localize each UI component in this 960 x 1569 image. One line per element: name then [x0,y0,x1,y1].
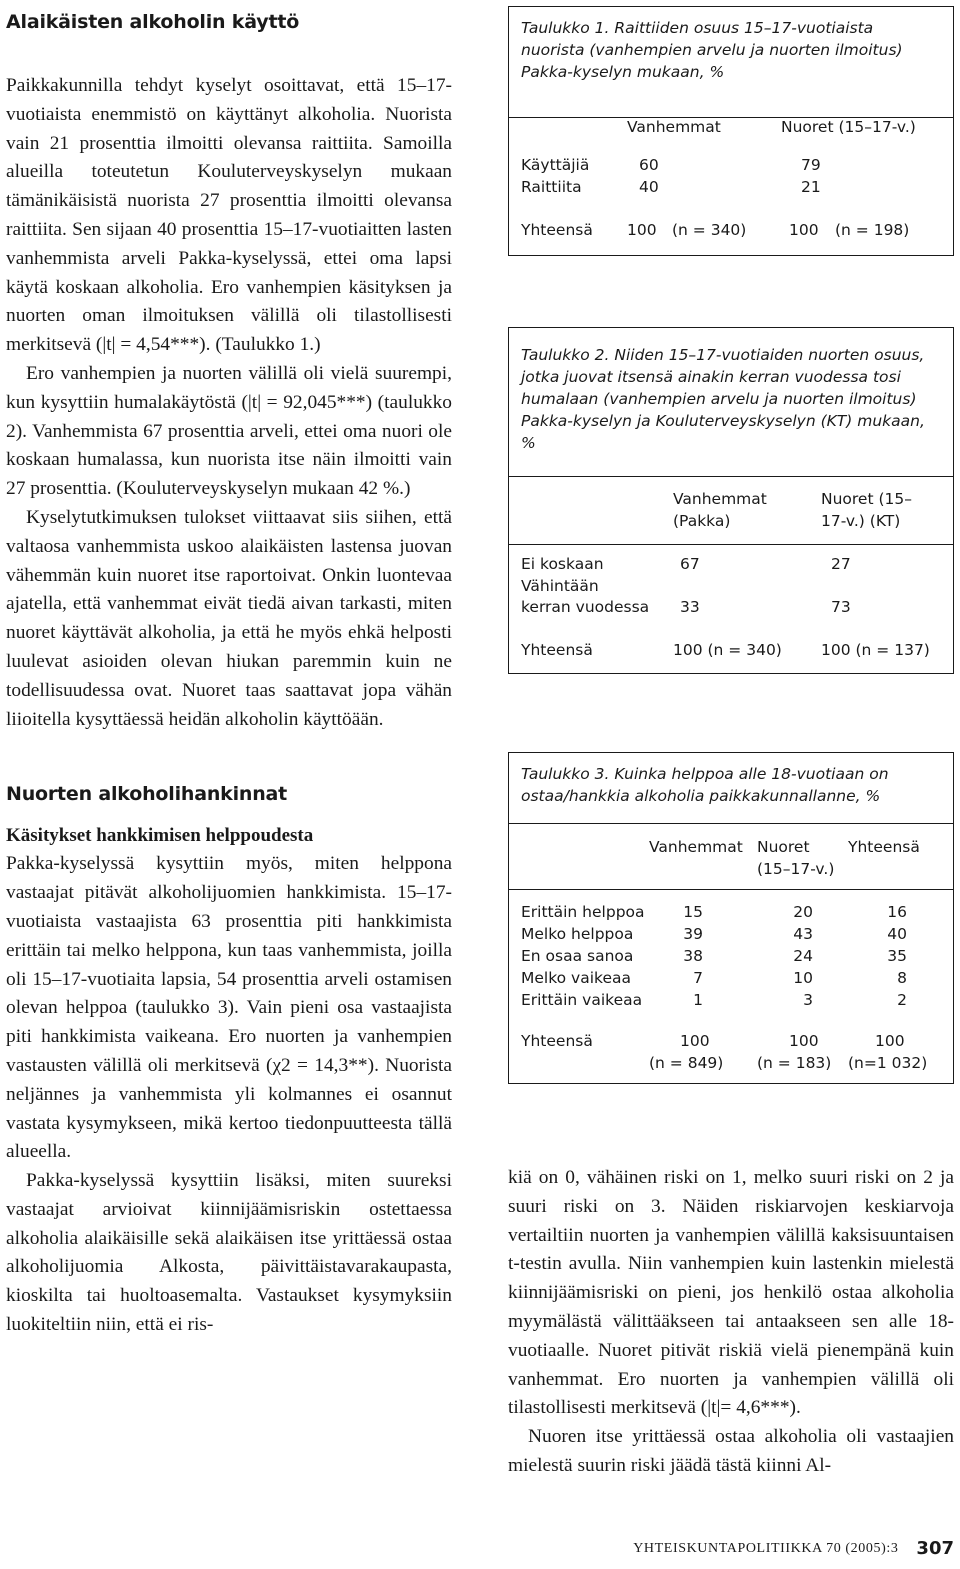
table-caption: Taulukko 1. Raittiiden osuus 15–17-vuotiaista nuorista (vanhempien arvelu ja nuorten ilmoitus) Pakka-kyselyn mukaan, % [521,19,903,81]
row-label: Yhteensä [521,1032,593,1050]
table-cell: 39 [683,925,703,943]
table-cell: (n = 340) [672,221,747,239]
row-label: Käyttäjiä [521,156,590,174]
row-label: Melko vaikeaa [521,969,631,987]
body-paragraph: Ero vanhempien ja nuorten välillä oli vielä suurempi, kun kysyttiin humalakäytöstä (|t| = 92,045***) (taulukko 2). Vanhemmista 67 prosenttia arveli, ettei oma nuori ole koskaan humalassa, kun nuorista itse näin ilmoitti vain 27 prosenttia. (Kouluterveyskyselyn mukaan 42 %.) [6,362,452,500]
table-caption: Taulukko 2. Niiden 15–17-vuotiaiden nuorten osuus, jotka juovat itsensä ainakin kerran vuodessa tosi humalaan (vanhempien arvelu ja nuorten ilmoitus) Pakka-kyselyn ja Kouluterveyskyselyn (KT) mukaan, % [521,346,925,452]
column-header: Nuoret (15– [821,490,912,508]
column-header: 17-v.) (KT) [821,512,901,530]
row-label: Melko helppoa [521,925,634,943]
table-cell: 73 [831,598,851,616]
table-cell: 20 [793,903,813,921]
table-cell: 79 [801,156,821,174]
table-cell: 3 [803,991,813,1009]
table-cell: 40 [639,178,659,196]
table-cell: 67 [680,555,700,573]
table-2 [508,327,954,674]
table-cell: 27 [831,555,851,573]
row-label: kerran vuodessa [521,598,650,616]
table-rule [509,823,953,824]
subsection-heading: Käsitykset hankkimisen helppoudesta [6,825,314,847]
table-cell: (n = 198) [835,221,910,239]
column-header: Vanhemmat [649,838,743,856]
table-cell: 10 [793,969,813,987]
table-cell: 100 [627,221,657,239]
table-3 [508,752,954,1084]
column-header: (15–17-v.) [757,860,835,878]
body-paragraph: Kyselytutkimuksen tulokset viittaavat siis siihen, että valtaosa vanhemmista uskoo alaikäisten lastensa juovan vähemmän kuin nuoret itse raportoivat. Onkin luontevaa ajatella, että vanhemmat eivät tiedä aivan tarkasti, miten nuoret käyttävät alkoholia, ja että he myös ehkä helposti luulevat asioiden olevan hiukan paremmin kuin ne todellisuudessa ovat. Nuoret taas saattavat jopa vähän liioitella kysyttäessä heidän alkoholin käyttöään. [6,506,452,730]
table-cell: 8 [897,969,907,987]
column-header: Yhteensä [848,838,920,856]
table-cell: 100 [789,1032,819,1050]
table-cell: 35 [887,947,907,965]
table-caption: Taulukko 3. Kuinka helppoa alle 18-vuotiaan on ostaa/hankkia alkoholia paikkakunnallanne, % [521,765,889,805]
column-header: Nuoret [757,838,810,856]
page-number: 307 [916,1538,954,1559]
table-cell: (n=1 032) [848,1054,928,1072]
row-label: Yhteensä [521,641,593,659]
table-cell: 60 [639,156,659,174]
table-rule [509,544,953,545]
body-paragraph: Pakka-kyselyssä kysyttiin myös, miten helppona vastaajat pitävät alkoholijuomien hankkimista. 15–17-vuotiaista vastaajista 63 prosenttia piti hankkimista erittäin tai melko helppona, kun taas vanhemmista, joilla oli 15–17-vuotiaita lapsia, 54 prosenttia arveli ostamisen olevan helppoa (taulukko 3). Vain pieni osa vastaajista piti hankkimista vaikeana. Ero nuorten ja vanhempien vastausten välillä oli merkitsevä (χ2 = 14,3**). Nuorista neljännes ja vanhemmista yli kolmannes ei osannut vastata kysymykseen, mikä kertoo tiedonpuutteesta tällä alueella. [6,853,452,1163]
left-column [6,6,452,1340]
column-header: Vanhemmat [627,118,721,136]
table-cell: 100 (n = 137) [821,641,930,659]
table-cell: 100 [680,1032,710,1050]
row-label: Raittiita [521,178,582,196]
table-cell: (n = 849) [649,1054,724,1072]
table-cell: 100 (n = 340) [673,641,782,659]
table-cell: 43 [793,925,813,943]
right-column-text [508,1164,954,1481]
body-paragraph: kiä on 0, vähäinen riski on 1, melko suuri riski on 2 ja suuri riski on 3. Näiden riskiarvojen keskiarvoja vertailtiin nuorten ja vanhempien välillä kaksisuuntaisen t-testin avulla. Niin vanhempien kuin lastenkin mielestä kiinnijäämisriski on pieni, jos henkilö ostaa alkoholia myymälästä välittääkseen tai antaakseen sen alle 18-vuotiaalle. Nuoret pitivät riskiä vielä pienempänä kuin vanhemmat. Ero nuorten ja vanhempien välillä oli tilastollisesti merkitsevä (|t|= 4,6***). [508,1167,954,1419]
table-cell: (n = 183) [757,1054,832,1072]
table-cell: 1 [693,991,703,1009]
row-label: Ei koskaan [521,555,604,573]
row-label: Yhteensä [521,221,593,239]
row-label: Erittäin helppoa [521,903,645,921]
column-header: (Pakka) [673,512,731,530]
body-paragraph: Nuoren itse yrittäessä ostaa alkoholia oli vastaajien mielestä suurin riski jäädä tästä kiinni Al- [508,1426,954,1476]
table-rule [509,476,953,477]
row-label: Vähintään [521,577,599,595]
page-footer [633,1538,954,1559]
column-header: Vanhemmat [673,490,767,508]
table-cell: 33 [680,598,700,616]
body-paragraph: Paikkakunnilla tehdyt kyselyt osoittavat, että 15–17-vuotiaista enemmistö on käyttänyt alkoholia. Nuorista vain 21 prosenttia ilmoitti olevansa raittiita. Samoilla alueilla toteutetun Kouluterveyskyselyn mukaan tämänikäisistä nuorista 27 prosenttia ilmoitti olevansa raittiita. Sen sijaan 40 prosenttia 15–17-vuotiaitten lasten vanhemmista arveli Pakka-kyselyssä, ettei oma lapsi käytä koskaan alkoholia. Ero vanhempien käsityksen ja nuorten oman ilmoituksen välillä oli tilastollisesti merkitsevä (|t| = 4,54***). (Taulukko 1.) [6,75,452,356]
section-heading-alcohol-use: Alaikäisten alkoholin käyttö [6,11,300,33]
row-label: En osaa sanoa [521,947,634,965]
table-cell: 38 [683,947,703,965]
body-paragraph: Pakka-kyselyssä kysyttiin lisäksi, miten suureksi vastaajat arvioivat kiinnijäämisriskin ostettaessa alkoholia alaikäisille sekä alaikäisen itse yrittäessä ostaa alkoholijuomia Alkosta, päivittäistavarakaupasta, kioskilta tai huoltoasemalta. Vastaukset kysymyksiin luokiteltiin niin, että ei ris- [6,1170,452,1336]
column-header: Nuoret (15–17-v.) [781,118,916,136]
row-label: Erittäin vaikeaa [521,991,643,1009]
table-cell: 21 [801,178,821,196]
table-cell: 40 [887,925,907,943]
section-heading-acquisition: Nuorten alkoholihankinnat [6,783,288,806]
table-cell: 15 [683,903,703,921]
table-cell: 2 [897,991,907,1009]
table-rule [509,889,953,890]
table-cell: 100 [875,1032,905,1050]
table-1 [508,6,954,256]
journal-citation: YHTEISKUNTAPOLITIIKKA 70 (2005):3 [633,1540,899,1556]
table-cell: 100 [789,221,819,239]
table-cell: 7 [693,969,703,987]
table-cell: 24 [793,947,813,965]
table-cell: 16 [887,903,907,921]
